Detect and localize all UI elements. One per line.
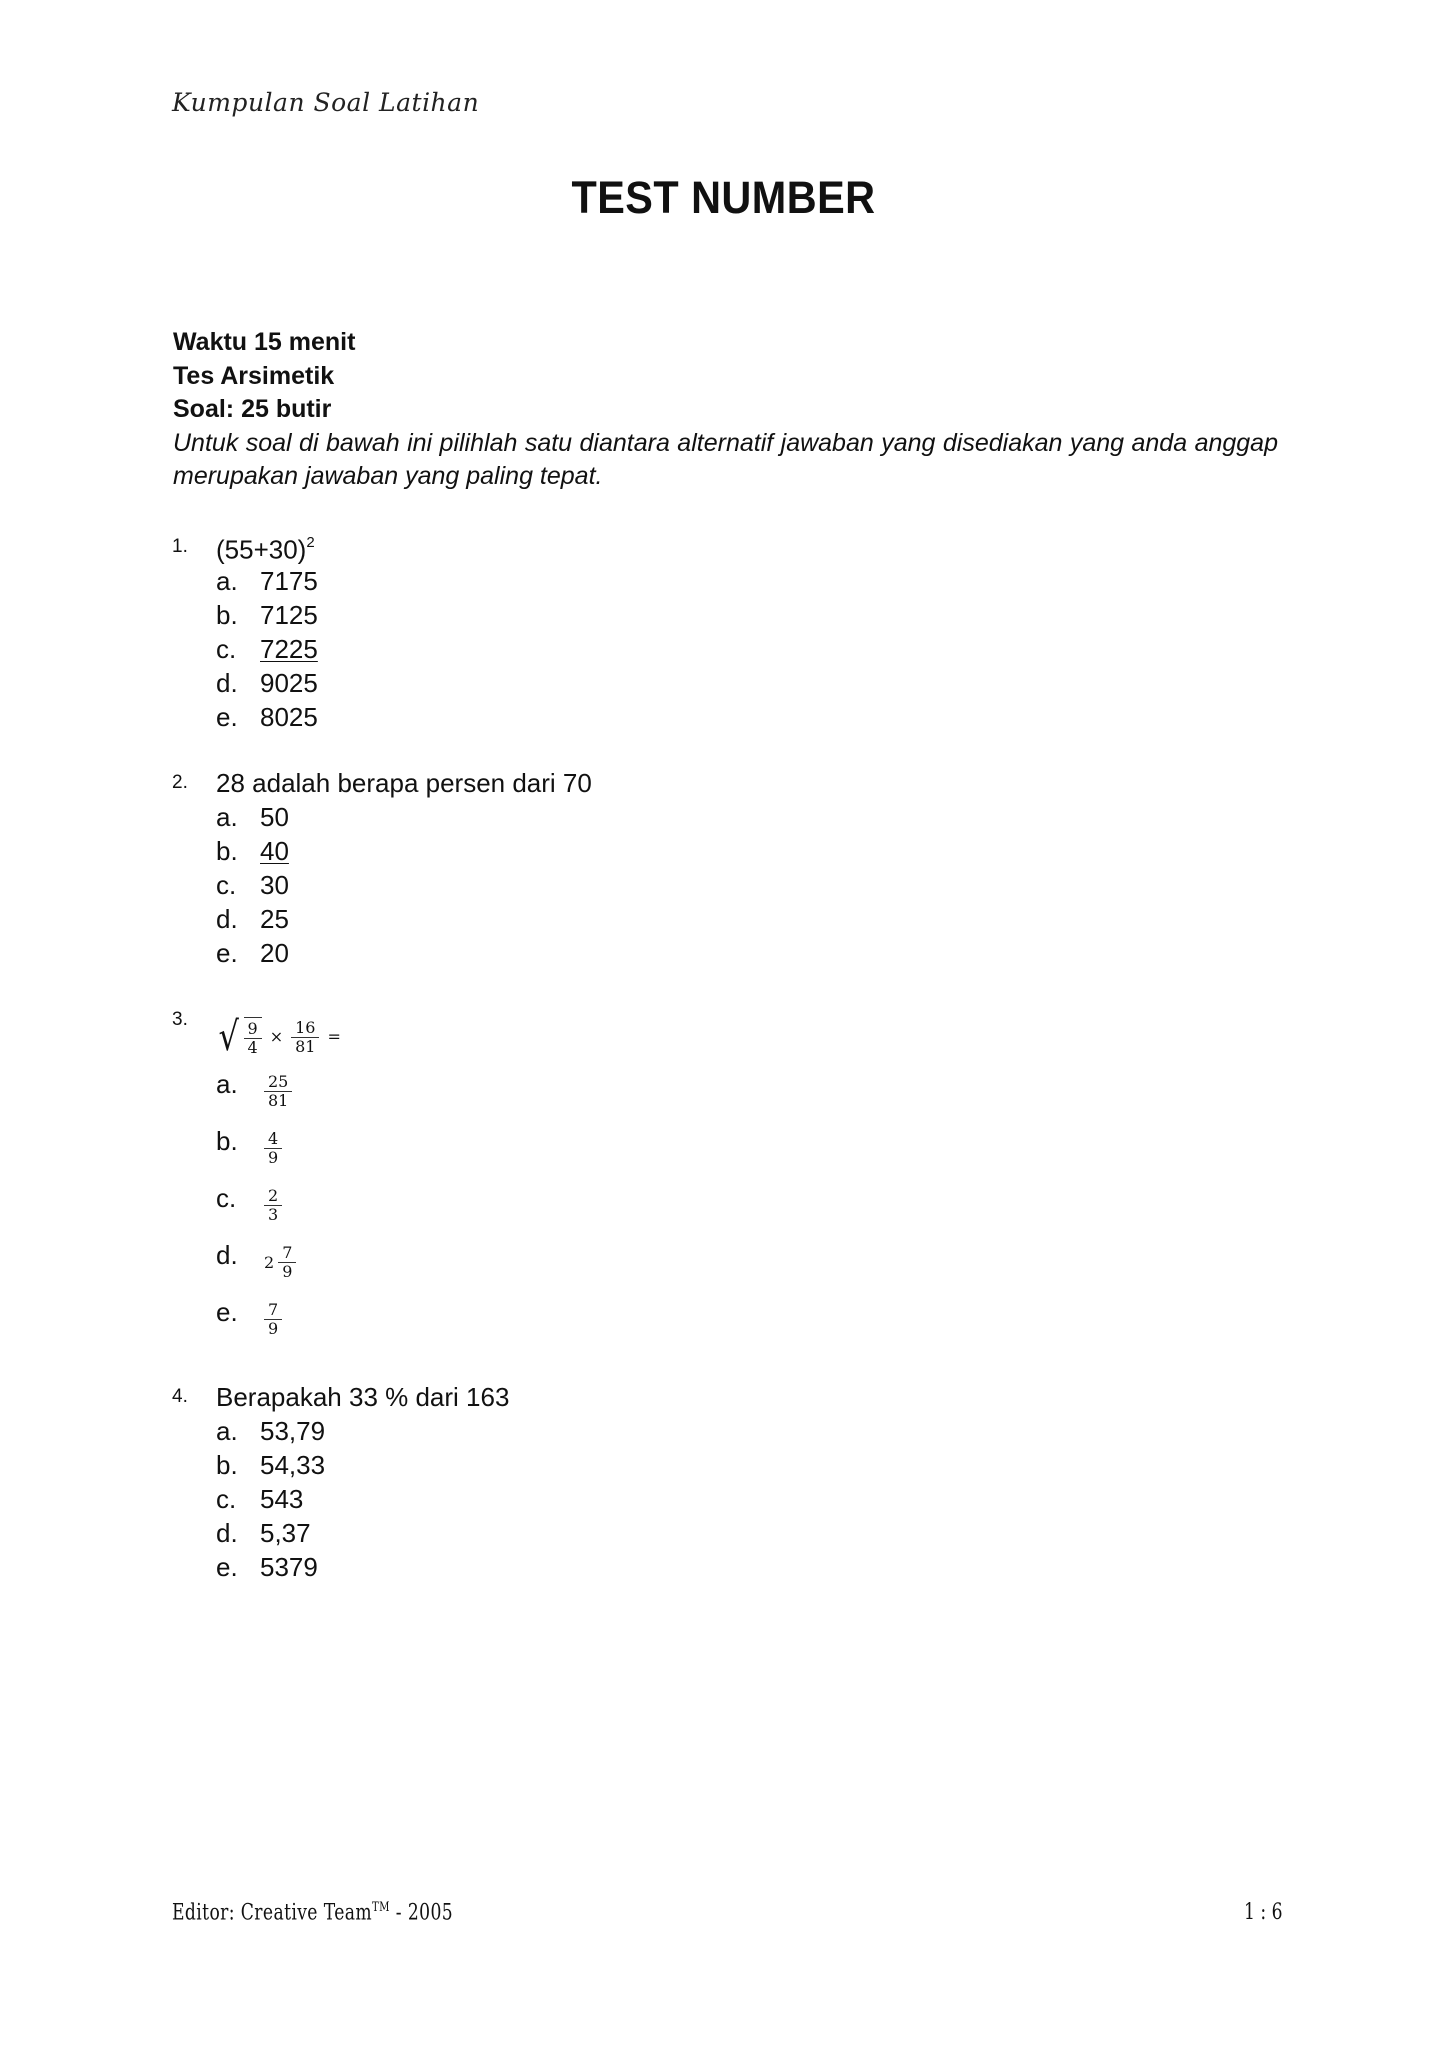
option-c bbox=[216, 1482, 1172, 1516]
fraction bbox=[264, 1130, 282, 1167]
option-letter: b. bbox=[216, 600, 238, 630]
question-3 bbox=[172, 1005, 1172, 1354]
question-text: Berapakah 33 % dari 163 bbox=[216, 1382, 510, 1412]
option-value: 54,33 bbox=[260, 1450, 326, 1480]
question-count: Soal: 25 butir bbox=[173, 395, 332, 423]
numerator: 7 bbox=[278, 1244, 296, 1263]
option-value: 7175 bbox=[260, 566, 318, 596]
option-value: 9025 bbox=[260, 668, 318, 698]
denominator: 9 bbox=[282, 1262, 293, 1281]
denominator: 3 bbox=[268, 1205, 279, 1224]
option-a bbox=[216, 800, 1172, 834]
option-value: 25 bbox=[260, 904, 289, 934]
fraction bbox=[264, 1187, 282, 1224]
option-c bbox=[216, 632, 1172, 666]
denominator: 9 bbox=[268, 1148, 279, 1167]
option-letter: e. bbox=[216, 702, 238, 732]
question-number: 2. bbox=[172, 772, 188, 793]
option-letter: c. bbox=[216, 1183, 237, 1213]
denominator: 9 bbox=[268, 1319, 279, 1338]
question-line bbox=[172, 1380, 1172, 1414]
question-number: 1. bbox=[172, 536, 188, 557]
numerator: 7 bbox=[264, 1301, 282, 1320]
intro-block bbox=[173, 326, 1278, 494]
numerator: 16 bbox=[291, 1019, 319, 1038]
correct-option-value: 40 bbox=[260, 836, 289, 866]
correct-option-value: 7225 bbox=[260, 634, 318, 664]
trademark-mark: TM bbox=[372, 1900, 390, 1915]
question-line bbox=[172, 766, 1172, 800]
option-letter: e. bbox=[216, 1297, 238, 1327]
option-letter: d. bbox=[216, 668, 238, 698]
page-number: 1 : 6 bbox=[1244, 1900, 1283, 1925]
instruction-text: Untuk soal di bawah ini pilihlah satu diantara alternatif jawaban yang disediakan yang anda anggap merupakan jawaban yang paling tepat. bbox=[173, 428, 1278, 490]
fraction bbox=[264, 1301, 282, 1338]
numerator: 4 bbox=[264, 1130, 282, 1149]
numerator: 9 bbox=[244, 1020, 262, 1039]
option-value bbox=[264, 1126, 282, 1167]
sqrt-symbol: √ bbox=[218, 1014, 239, 1060]
fraction bbox=[264, 1073, 292, 1110]
equals-operator: = bbox=[327, 1027, 341, 1046]
whole-number: 2 bbox=[264, 1253, 275, 1272]
option-value: 543 bbox=[260, 1484, 304, 1514]
option-d bbox=[216, 1516, 1172, 1550]
option-b bbox=[216, 1126, 1172, 1183]
option-letter: b. bbox=[216, 836, 238, 866]
page-title: TEST NUMBER bbox=[571, 172, 876, 223]
option-value: 8025 bbox=[260, 702, 318, 732]
time-limit: Waktu 15 menit bbox=[173, 328, 356, 356]
option-b bbox=[216, 834, 1172, 868]
question-2 bbox=[172, 766, 1172, 970]
option-letter: c. bbox=[216, 634, 237, 664]
fraction bbox=[278, 1244, 296, 1281]
option-c bbox=[216, 868, 1172, 902]
option-letter: a. bbox=[216, 566, 238, 596]
footer-editor bbox=[172, 1900, 453, 1925]
question-1 bbox=[172, 530, 1172, 734]
option-d bbox=[216, 666, 1172, 700]
option-letter: b. bbox=[216, 1126, 238, 1156]
question-text bbox=[216, 528, 315, 567]
option-letter: e. bbox=[216, 1552, 238, 1582]
option-value: 30 bbox=[260, 870, 289, 900]
sqrt-radicand bbox=[244, 1017, 262, 1057]
option-e bbox=[216, 936, 1172, 970]
question-text-base: (55+30) bbox=[216, 534, 307, 565]
question-line bbox=[172, 530, 1172, 564]
option-b bbox=[216, 598, 1172, 632]
math-expression bbox=[216, 1014, 349, 1060]
option-value: 53,79 bbox=[260, 1416, 326, 1446]
option-letter: e. bbox=[216, 938, 238, 968]
question-number: 4. bbox=[172, 1386, 188, 1407]
option-value bbox=[264, 1183, 282, 1224]
fraction bbox=[244, 1020, 262, 1057]
option-letter: c. bbox=[216, 870, 237, 900]
option-a bbox=[216, 564, 1172, 598]
option-letter: d. bbox=[216, 904, 238, 934]
times-operator: × bbox=[269, 1027, 284, 1046]
option-d bbox=[216, 1240, 1172, 1297]
option-value: 5379 bbox=[260, 1552, 318, 1582]
footer-year: - 2005 bbox=[389, 1900, 454, 1926]
option-letter: a. bbox=[216, 1069, 238, 1099]
numerator: 25 bbox=[264, 1073, 292, 1092]
exponent: 2 bbox=[306, 533, 315, 551]
question-4 bbox=[172, 1380, 1172, 1584]
option-letter: a. bbox=[216, 802, 238, 832]
header-script-title: Kumpulan Soal Latihan bbox=[172, 88, 480, 117]
option-a bbox=[216, 1414, 1172, 1448]
numerator: 2 bbox=[264, 1187, 282, 1206]
fraction bbox=[291, 1019, 319, 1056]
option-e bbox=[216, 1297, 1172, 1354]
option-letter: c. bbox=[216, 1484, 237, 1514]
test-type: Tes Arsimetik bbox=[173, 361, 335, 390]
option-letter: a. bbox=[216, 1416, 238, 1446]
option-value bbox=[264, 1069, 292, 1110]
option-d bbox=[216, 902, 1172, 936]
option-value: 20 bbox=[260, 938, 289, 968]
option-value: 5,37 bbox=[260, 1518, 311, 1548]
option-b bbox=[216, 1448, 1172, 1482]
option-value bbox=[264, 1297, 282, 1338]
option-letter: d. bbox=[216, 1518, 238, 1548]
question-line bbox=[172, 1005, 1172, 1069]
question-number: 3. bbox=[172, 1009, 188, 1030]
option-value bbox=[264, 1240, 296, 1281]
denominator: 81 bbox=[295, 1036, 316, 1056]
option-value: 7125 bbox=[260, 600, 318, 630]
footer-editor-text: Editor: Creative Team bbox=[172, 1900, 373, 1926]
denominator: 81 bbox=[268, 1091, 289, 1110]
option-c bbox=[216, 1183, 1172, 1240]
option-e bbox=[216, 1550, 1172, 1584]
question-text: 28 adalah berapa persen dari 70 bbox=[216, 768, 592, 798]
option-letter: b. bbox=[216, 1450, 238, 1480]
option-value: 50 bbox=[260, 802, 289, 832]
option-letter: d. bbox=[216, 1240, 238, 1270]
denominator: 4 bbox=[247, 1038, 258, 1057]
option-e bbox=[216, 700, 1172, 734]
option-a bbox=[216, 1069, 1172, 1126]
